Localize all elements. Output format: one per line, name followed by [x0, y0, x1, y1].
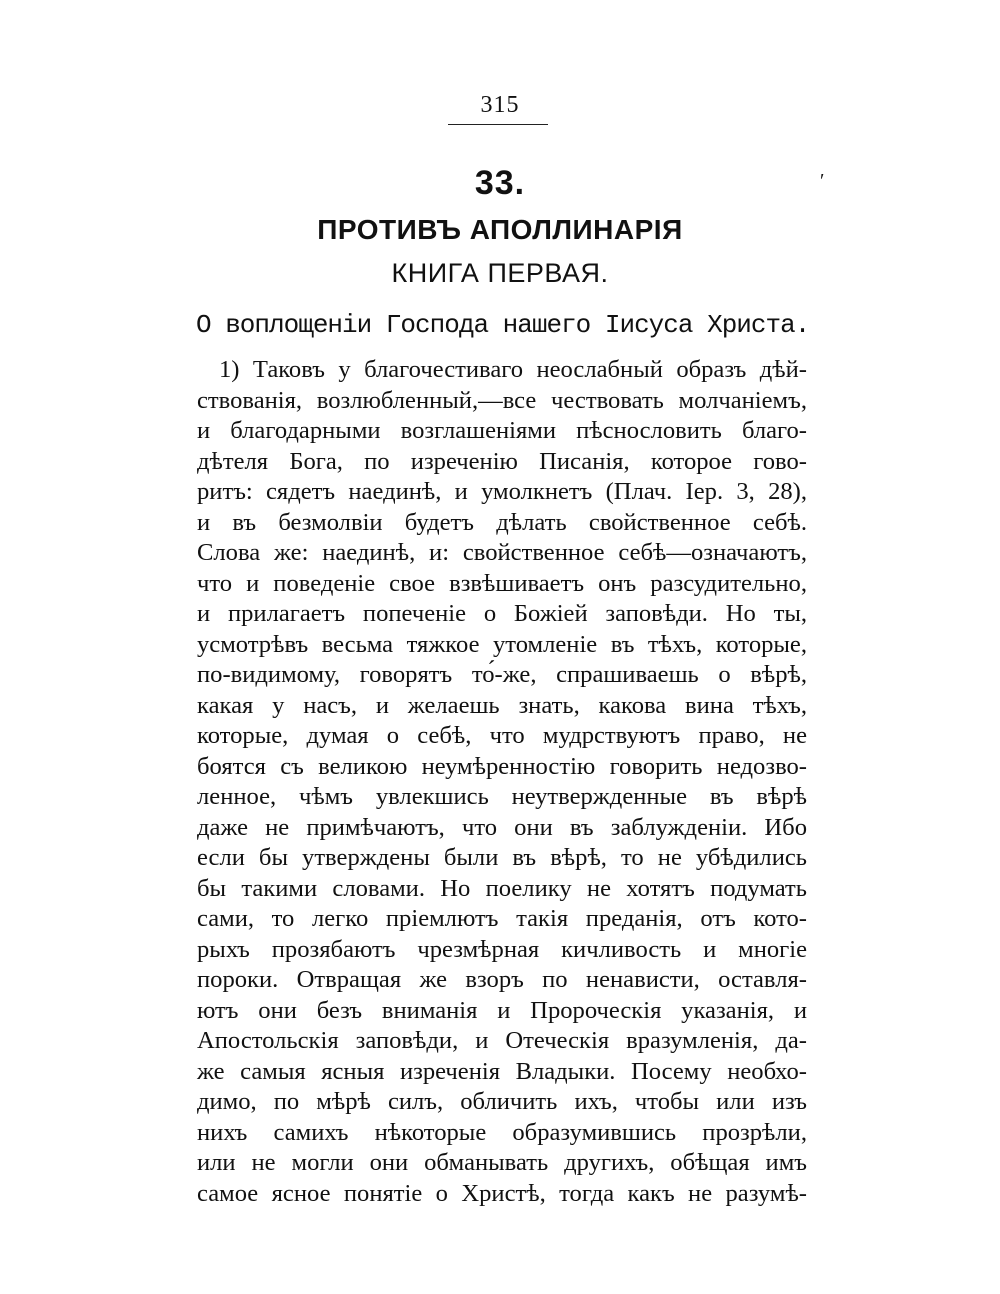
chapter-title: О воплощеніи Господа нашего Іисуса Христа. [196, 310, 810, 340]
body-line: если бы утверждены были въ вѣрѣ, то не убѣдились [197, 844, 807, 871]
body-line: нихъ самихъ нѣкоторые образумившись прозрѣли, [197, 1118, 807, 1146]
body-line: Слова же: наединѣ, и: свойственное себѣ—означаютъ, [197, 539, 807, 566]
body-line: бы такими словами. Но поелику не хотятъ подумать [197, 874, 807, 902]
body-line: ствованія, возлюбленный,—все чествовать молчаніемъ, [197, 386, 807, 414]
body-line: димо, по мѣрѣ силъ, обличить ихъ, чтобы или изъ [197, 1088, 807, 1115]
body-line: которые, думая о себѣ, что мудрствуютъ право, не [197, 722, 807, 749]
body-line: или не могли они обманывать другихъ, обѣщая имъ [197, 1149, 807, 1176]
body-line: ленное, чѣмъ увлекшись неутвержденные въ вѣрѣ [197, 783, 807, 810]
main-title: ПРОТИВЪ АПОЛЛИНАРІЯ [317, 214, 683, 245]
body-line: ютъ они безъ вниманія и Пророческія указанія, и [197, 996, 807, 1024]
body-text [197, 355, 807, 1209]
body-line: боятся съ великою неумѣренностію говорить недозво- [197, 752, 807, 780]
body-line: самое ясное понятіе о Христѣ, тогда какъ не разумѣ- [197, 1179, 807, 1207]
body-line: даже не примѣчаютъ, что они въ заблужденіи. Ибо [197, 813, 807, 841]
stray-mark: ′ [820, 170, 825, 192]
body-line: и благодарными возглашеніями пѣснословить благо- [197, 417, 807, 444]
section-number: 33. [474, 164, 526, 202]
body-line: 1) Таковъ у благочестиваго неослабный образъ дѣй- [219, 356, 807, 383]
book-title: КНИГА ПЕРВАЯ. [391, 258, 609, 288]
body-line: ритъ: сядетъ наединѣ, и умолкнетъ (Плач. Іер. 3, 28), [197, 478, 807, 505]
body-line: что и поведеніе свое взвѣшиваетъ онъ разсудительно, [197, 569, 807, 597]
body-line: Апостольскія заповѣди, и Отеческія вразумленія, да- [197, 1027, 807, 1054]
body-line: и прилагаетъ попеченіе о Божіей заповѣди. Но ты, [197, 600, 807, 627]
body-line: по-видимому, говорятъ то́-же, спрашиваешь о вѣрѣ, [197, 661, 807, 688]
body-line: усмотрѣвъ весьма тяжкое утомленіе въ тѣхъ, которые, [197, 630, 807, 658]
body-line: и въ безмолвіи будетъ дѣлать свойственное себѣ. [197, 508, 807, 536]
body-line: какая у насъ, и желаешь знать, какова вина тѣхъ, [197, 691, 807, 719]
body-line: сами, то легко пріемлютъ такія преданія, отъ кото- [197, 905, 807, 932]
body-line: пороки. Отвращая же взоръ по ненависти, оставля- [197, 966, 807, 993]
body-line: дѣтеля Бога, по изреченію Писанія, которое гово- [197, 447, 807, 475]
header-rule [448, 124, 548, 125]
page-number: 315 [480, 92, 520, 118]
body-line: рыхъ прозябаютъ чрезмѣрная кичливость и многіе [197, 935, 807, 963]
body-line: же самыя ясныя изреченія Владыки. Посему необхо- [197, 1057, 807, 1085]
